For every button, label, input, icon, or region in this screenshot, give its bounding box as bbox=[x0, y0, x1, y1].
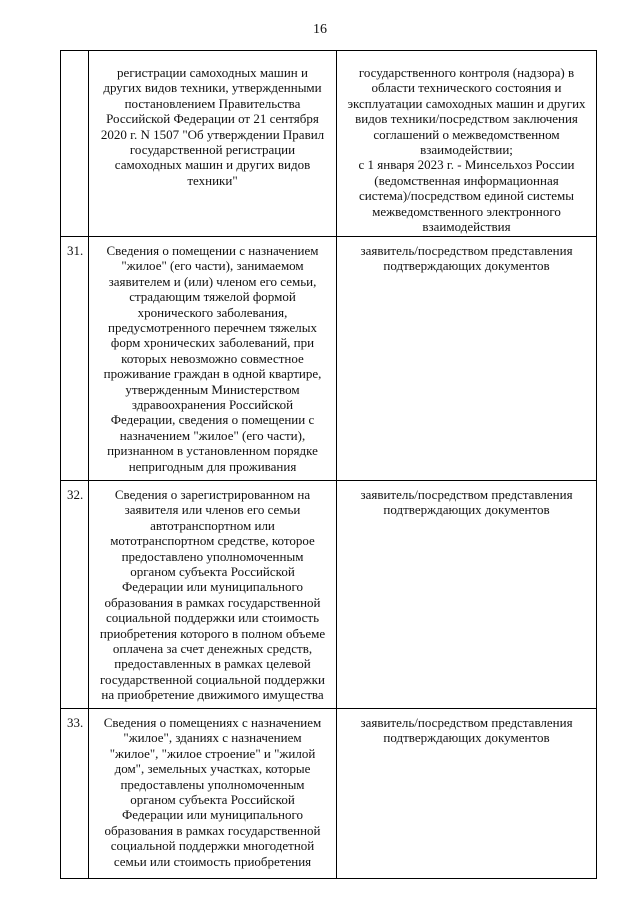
row-number: 31. bbox=[61, 237, 89, 480]
submission-method bbox=[337, 709, 596, 878]
text-line: с 1 января 2023 г. - Минсельхоз России bbox=[358, 157, 575, 173]
text-line: заявитель/посредством представления bbox=[360, 487, 573, 502]
text-line: мототранспортном средстве, которое bbox=[110, 533, 315, 549]
text-line: самоходных машин и других видов bbox=[114, 157, 311, 173]
text-line: постановлением Правительства bbox=[124, 95, 301, 111]
text-line: признанном в установленном порядке bbox=[107, 443, 318, 459]
text-line: оплачена за счет денежных средств, bbox=[112, 641, 313, 657]
text-line: которых невозможно совместное bbox=[121, 350, 304, 366]
text-line: приобретения которого в полном объеме bbox=[99, 625, 326, 641]
table-row bbox=[60, 50, 597, 237]
text-line: Сведения о помещениях с назначением bbox=[103, 715, 322, 730]
text-line: на приобретение движимого имущества bbox=[101, 687, 324, 703]
text-line: взаимодействии; bbox=[420, 142, 513, 158]
text-line: социальной поддержки многодетной bbox=[110, 838, 315, 854]
text-line: области технического состояния и bbox=[371, 80, 562, 96]
text-line: подтверждающих документов bbox=[383, 258, 550, 274]
text-line: здравоохранения Российской bbox=[131, 397, 294, 413]
text-line: государственного контроля (надзора) в bbox=[358, 65, 575, 80]
document-description bbox=[89, 237, 337, 480]
text-line: образования в рамках государственной bbox=[104, 594, 321, 610]
table-row bbox=[60, 480, 597, 709]
text-line: техники" bbox=[187, 172, 238, 188]
text-line: Федерации или муниципального bbox=[121, 807, 304, 823]
submission-method bbox=[337, 481, 596, 708]
row-number bbox=[61, 51, 89, 236]
text-line: подтверждающих документов bbox=[383, 502, 550, 518]
text-line: (ведомственная информационная bbox=[374, 172, 559, 188]
row-number: 32. bbox=[61, 481, 89, 708]
text-line: непригодным для проживания bbox=[128, 458, 297, 474]
text-line: других видов техники, утвержденными bbox=[103, 80, 322, 96]
text-line: система)/посредством единой системы bbox=[358, 188, 575, 204]
text-line: взаимодействия bbox=[422, 219, 511, 235]
text-line: органом субъекта Российской bbox=[130, 792, 295, 808]
text-line: органом субъекта Российской bbox=[130, 564, 295, 580]
text-line: дом", земельных участках, которые bbox=[114, 761, 311, 777]
text-line: назначением "жилое" (его части), bbox=[119, 427, 306, 443]
text-line: предоставленных в рамках целевой bbox=[114, 656, 311, 672]
text-line: межведомственного электронного bbox=[372, 203, 561, 219]
text-line: регистрации самоходных машин и bbox=[117, 65, 308, 80]
text-line: страдающим тяжелой формой bbox=[129, 289, 296, 305]
text-line: Федерации или муниципального bbox=[121, 579, 304, 595]
text-line: заявителя или членов его семьи bbox=[124, 502, 301, 518]
submission-method bbox=[337, 237, 596, 480]
text-line: хронического заболевания, bbox=[137, 304, 288, 320]
page-number: 16 bbox=[313, 22, 327, 37]
text-line: "жилое", зданиях с назначением bbox=[123, 730, 302, 746]
text-line: заявителем и (или) членом его семьи, bbox=[108, 273, 317, 289]
row-number: 33. bbox=[61, 709, 89, 878]
text-line: проживание граждан в одной квартире, bbox=[103, 366, 322, 382]
text-line: Сведения о зарегистрированном на bbox=[114, 487, 311, 502]
submission-method bbox=[337, 51, 596, 236]
text-line: автотранспортном или bbox=[150, 517, 275, 533]
text-line: государственной регистрации bbox=[129, 142, 296, 158]
text-line: форм хронических заболеваний, при bbox=[110, 335, 315, 351]
text-line: "жилое", "жилое строение" и "жилой bbox=[109, 745, 316, 761]
document-description bbox=[89, 709, 337, 878]
text-line: подтверждающих документов bbox=[383, 730, 550, 746]
table-row bbox=[60, 236, 597, 481]
text-line: заявитель/посредством представления bbox=[360, 243, 573, 258]
text-line: Сведения о помещении с назначением bbox=[106, 243, 319, 258]
text-line: видов техники/посредством заключения bbox=[355, 111, 578, 127]
text-line: предоставлены уполномоченным bbox=[120, 776, 305, 792]
table-row bbox=[60, 708, 597, 879]
text-line: предусмотренного перечнем тяжелых bbox=[108, 320, 317, 336]
text-line: государственной социальной поддержки bbox=[100, 671, 325, 687]
text-line: эксплуатации самоходных машин и других bbox=[347, 95, 586, 111]
text-line: социальной поддержки или стоимость bbox=[105, 610, 320, 626]
text-line: "жилое" (его части), занимаемом bbox=[121, 258, 304, 274]
text-line: 2020 г. N 1507 "Об утверждении Правил bbox=[100, 126, 325, 142]
text-line: семьи или стоимость приобретения bbox=[113, 853, 312, 869]
text-line: соглашений о межведомственном bbox=[373, 126, 560, 142]
document-description bbox=[89, 51, 337, 236]
text-line: предоставлено уполномоченным bbox=[121, 548, 304, 564]
text-line: утвержденным Министерством bbox=[125, 381, 300, 397]
text-line: Российской Федерации от 21 сентября bbox=[106, 111, 319, 127]
text-line: Федерации, сведения о помещении с bbox=[110, 412, 315, 428]
document-description bbox=[89, 481, 337, 708]
text-line: образования в рамках государственной bbox=[104, 822, 321, 838]
text-line: заявитель/посредством представления bbox=[360, 715, 573, 730]
